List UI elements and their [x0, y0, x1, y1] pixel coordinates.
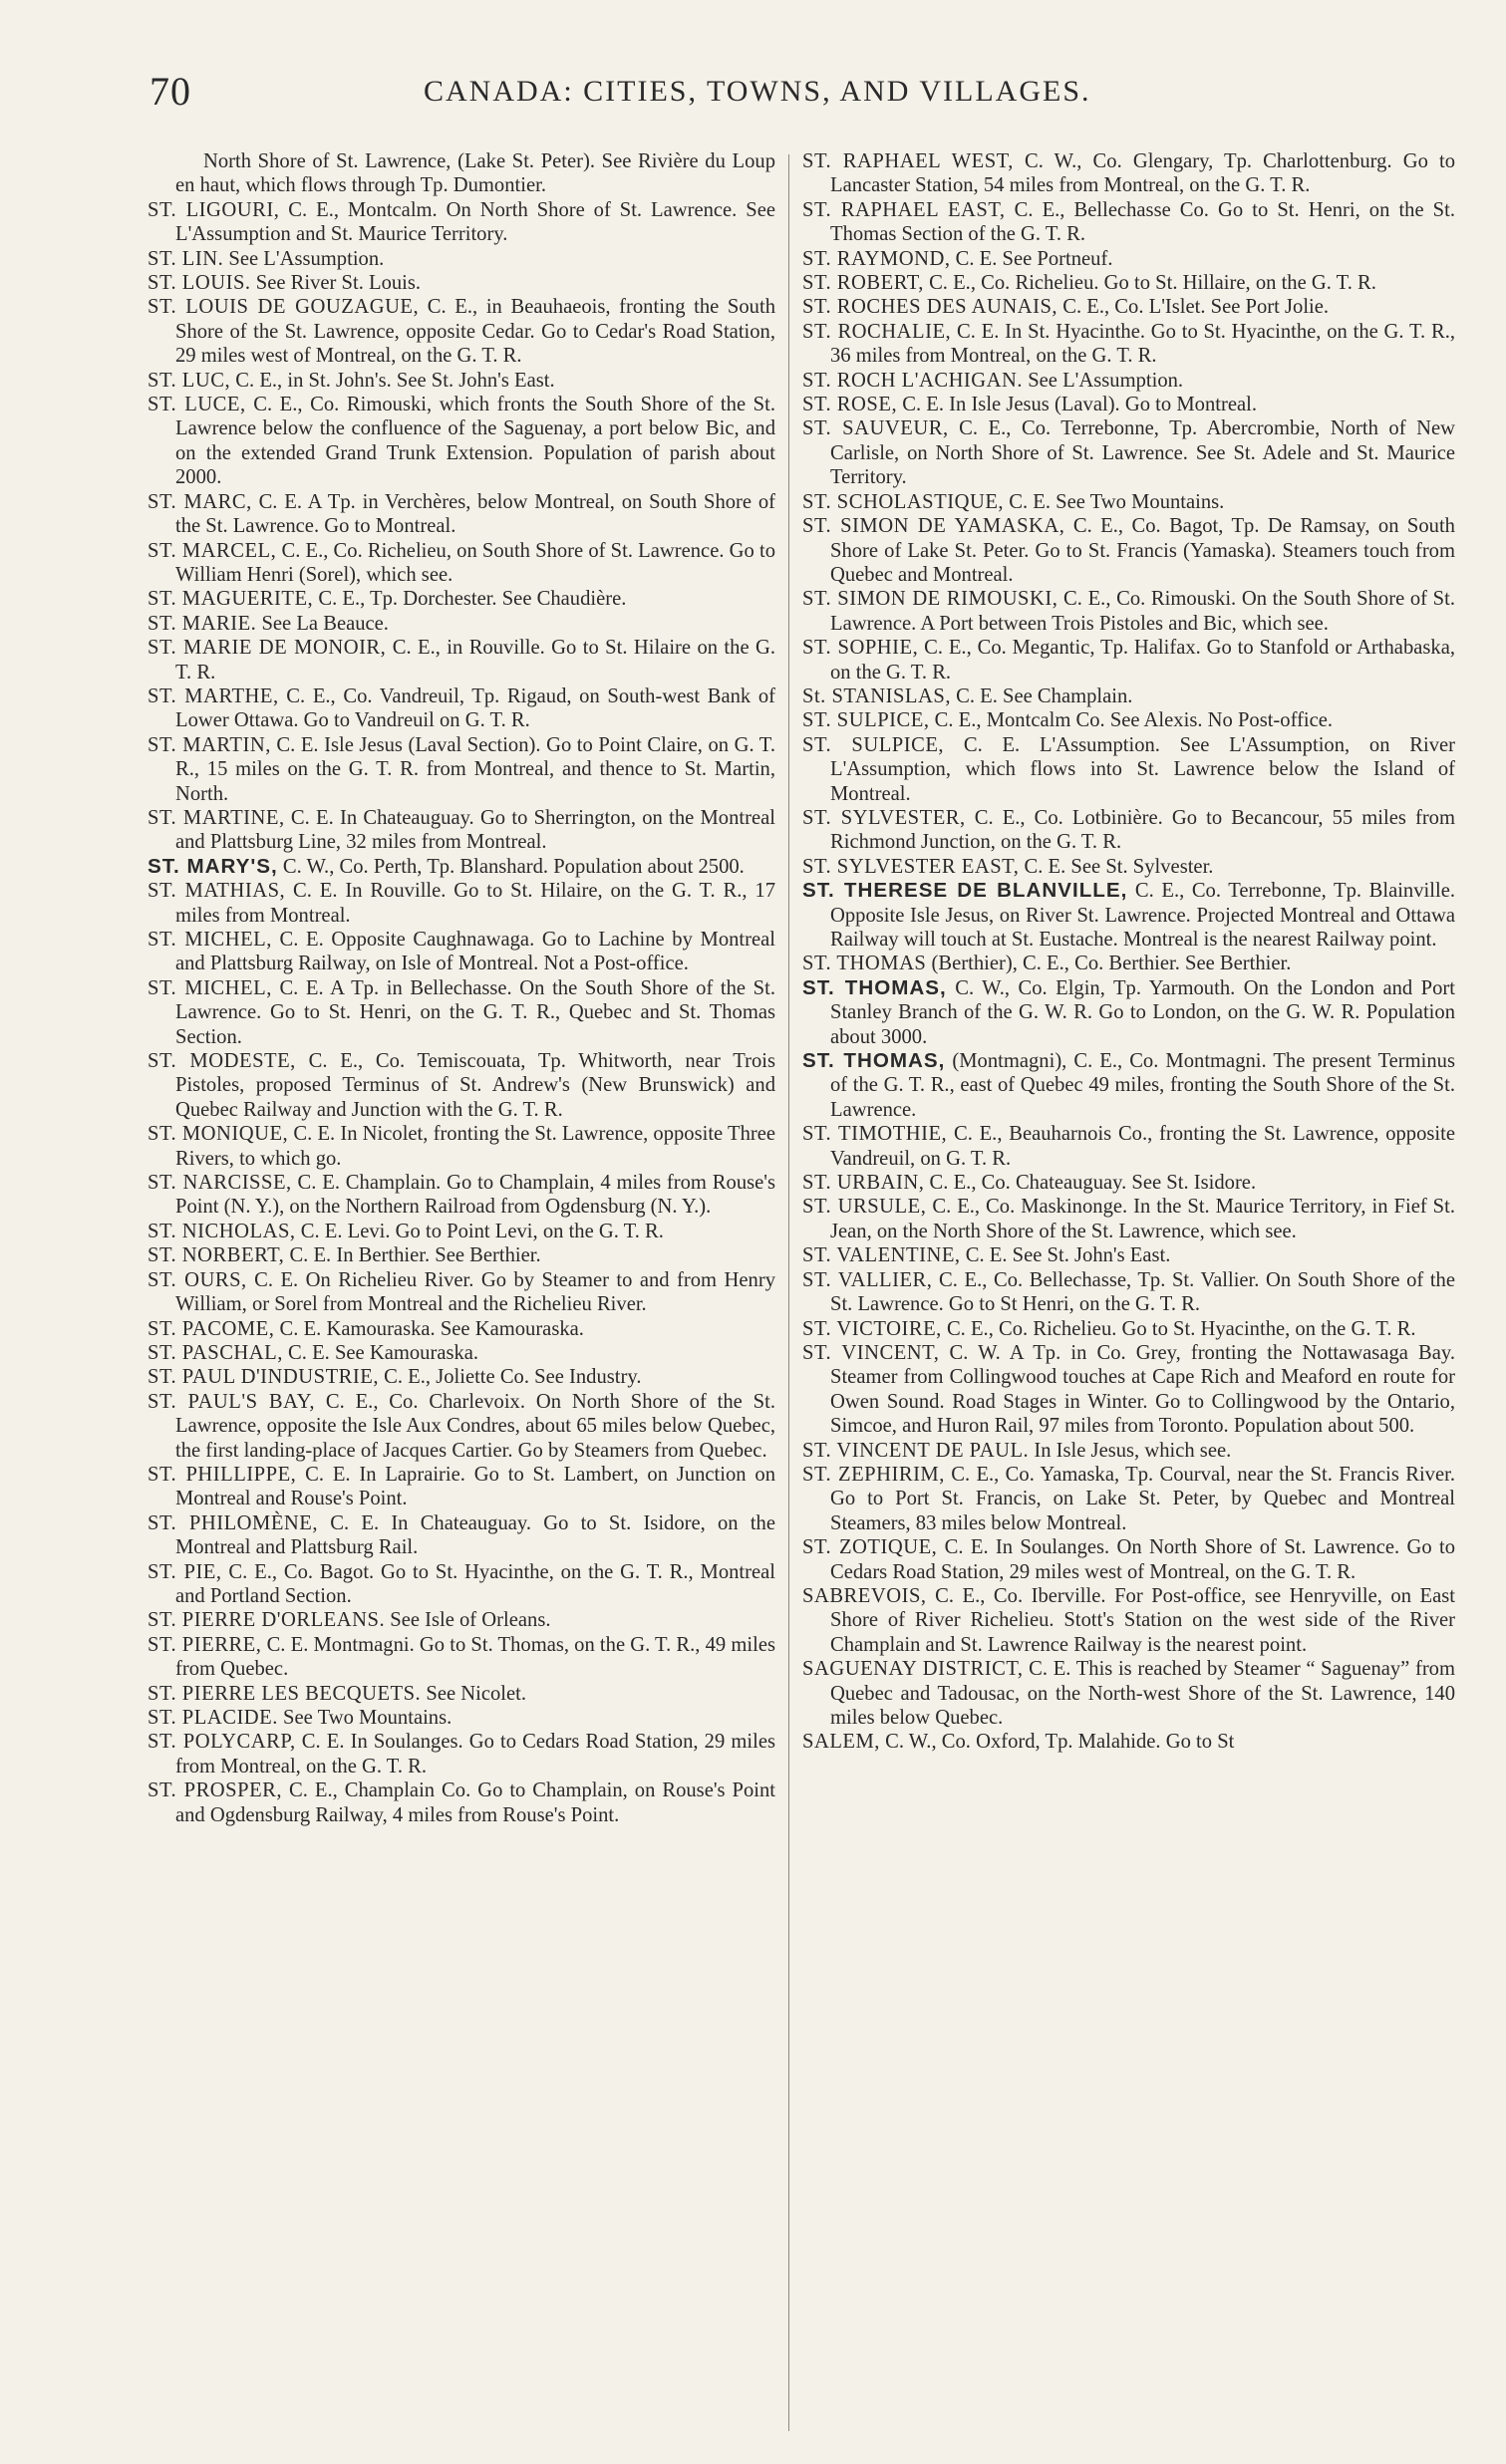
entry-description: C. E. Champlain. Go to Champlain, 4 miles from Rouse's Point (N. Y.), on the Northern Railroad from Ogdensburg (N. Y.). [175, 1172, 775, 1219]
entry-description: C. W., Co. Glengary, Tp. Charlottenburg. Go to Lancaster Station, 54 miles from Montreal, on the G. T. R. [830, 150, 1455, 197]
entry-place-name: ST. MARCEL, [148, 539, 277, 562]
gazetteer-entry [148, 271, 775, 295]
entry-description: C. E., Co. Terrebonne, Tp. Abercrombie, North of New Carlisle, on North Shore of St. Lawrence. See St. Adele and St. Maurice Territory. [830, 417, 1455, 489]
entry-place-name: ST. PIERRE, [148, 1633, 262, 1656]
entry-description: C. E., Co. Rimouski. On the South Shore of St. Lawrence. A Port between Trois Pistoles and Bic, which see. [830, 588, 1455, 635]
entry-place-name: ST. MARTIN, [148, 733, 271, 756]
gazetteer-entry [802, 855, 1455, 879]
gazetteer-entry [148, 1463, 775, 1511]
entry-place-name: ST. SCHOLASTIQUE, [802, 490, 1005, 513]
entry-place-name: ST. SIMON DE YAMASKA, [802, 515, 1065, 538]
entry-place-name: ST. ZOTIQUE, [802, 1536, 938, 1559]
gazetteer-entry [802, 1341, 1455, 1439]
gazetteer-entry [148, 1365, 775, 1389]
entry-description: C. E., Co. Richelieu. Go to St. Hyacinthe, on the G. T. R. [941, 1317, 1416, 1340]
page-header [150, 62, 1385, 122]
entry-description: C. E. A Tp. in Bellechasse. On the South Shore of the St. Lawrence. Go to St. Henri, on the G. T. R., Quebec and St. Thomas Section. [175, 976, 775, 1048]
entry-description: C. E. In Rouville. Go to St. Hilaire, on the G. T. R., 17 miles from Montreal. [175, 880, 775, 927]
page-number: 70 [150, 69, 191, 114]
entry-place-name: ST. THOMAS [802, 953, 927, 975]
entry-place-name: ST. TIMOTHIE, [802, 1123, 948, 1146]
entry-place-name: ST. VINCENT, [802, 1341, 940, 1364]
gazetteer-entry [148, 1049, 775, 1122]
gazetteer-entry [802, 247, 1455, 271]
entry-place-name: ST. PIERRE LES BECQUETS. [148, 1682, 422, 1705]
entry-description: See Isle of Orleans. [385, 1609, 551, 1632]
entry-description: C. E. In Soulanges. Go to Cedars Road Station, 29 miles from Montreal, on the G. T. R. [175, 1731, 775, 1778]
entry-description: C. E., Co. L'Islet. See Port Jolie. [1057, 296, 1330, 319]
entry-description: See La Beauce. [256, 612, 389, 635]
gazetteer-entry [802, 1171, 1455, 1195]
gazetteer-entry [148, 1341, 775, 1365]
gazetteer-entry [802, 1317, 1455, 1341]
entry-description: See Nicolet. [421, 1682, 527, 1705]
entry-description: C. E., Co. Richelieu. Go to St. Hillaire, on the G. T. R. [923, 272, 1376, 295]
gazetteer-entry [802, 320, 1455, 369]
entry-description: C. E., Joliette Co. See Industry. [378, 1366, 642, 1389]
entry-description: C. E. Kamouraska. See Kamouraska. [274, 1317, 584, 1340]
entry-place-name: ST. SYLVESTER, [802, 806, 966, 829]
gazetteer-entry [148, 733, 775, 806]
entry-description: C. E. This is reached by Steamer “ Saguenay” from Quebec and Tadousac, on the North-west Shore of the St. Lawrence, 140 miles below Quebec. [830, 1658, 1455, 1729]
entry-place-name: ST. URSULE, [802, 1196, 927, 1219]
entry-description: C. E. In Berthier. See Berthier. [284, 1244, 541, 1267]
entry-description: C. E., in Rouville. Go to St. Hilaire on the G. T. R. [175, 637, 775, 684]
entry-description: C. E. Isle Jesus (Laval Section). Go to Point Claire, on G. T. R., 15 miles on the G. T. R. from Montreal, and thence to St. Martin, North. [175, 733, 775, 805]
entry-place-name: ST. PACOME, [148, 1317, 275, 1340]
column-divider [788, 154, 789, 2431]
gazetteer-entry [148, 149, 775, 198]
gazetteer-entry [802, 1657, 1455, 1730]
gazetteer-entry [148, 490, 775, 539]
entry-description: C. E., Bellechasse Co. Go to St. Henri, on the St. Thomas Section of the G. T. R. [830, 198, 1455, 246]
gazetteer-entry [802, 1730, 1455, 1754]
entry-place-name: ST. THERESE DE BLANVILLE, [802, 879, 1128, 903]
entry-description: (Montmagni), C. E., Co. Montmagni. The present Terminus of the G. T. R., east of Quebec 49 miles, fronting the South Shore of the St. Lawrence. [830, 1050, 1455, 1121]
entry-place-name: ST. OURS, [148, 1268, 247, 1291]
entry-place-name: ST. NORBERT, [148, 1244, 285, 1267]
gazetteer-entry [802, 587, 1455, 636]
entry-description: C. E., Co. Rimouski, which fronts the South Shore of the St. Lawrence below the confluence of the Saguenay, a port below Bic, and on the extended Grand Trunk Extension. Population of parish about 2000. [175, 394, 775, 489]
entry-description: C. E., Co. Temiscouata, Tp. Whitworth, near Trois Pistoles, proposed Terminus of St. Andrew's (New Brunswick) and Quebec Railway and Junction with the G. T. R. [175, 1050, 775, 1121]
entry-place-name: St. STANISLAS, [802, 684, 951, 707]
gazetteer-entry [802, 708, 1455, 732]
entry-description: C. E. On Richelieu River. Go by Steamer to and from Henry William, or Sorel from Montreal and the Richelieu River. [175, 1268, 775, 1316]
entry-description: C. E., Tp. Dorchester. See Chaudière. [313, 588, 627, 611]
entry-description: C. E., Montcalm. On North Shore of St. Lawrence. See L'Assumption and St. Maurice Territory. [175, 198, 775, 246]
gazetteer-entry [802, 198, 1455, 247]
entry-place-name: ST. MATHIAS, [148, 880, 286, 903]
gazetteer-entry [802, 684, 1455, 708]
entry-description: See L'Assumption. [1023, 369, 1184, 392]
gazetteer-entry [148, 247, 775, 271]
gazetteer-entry [802, 733, 1455, 806]
entry-description: C. E., Co. Megantic, Tp. Halifax. Go to Stanfold or Arthabaska, on the G. T. R. [830, 637, 1455, 684]
right-column [802, 149, 1455, 2441]
gazetteer-entry [802, 514, 1455, 587]
entry-description: C. E., Co. Bagot. Go to St. Hyacinthe, on the G. T. R., Montreal and Portland Section. [175, 1560, 775, 1607]
gazetteer-entry [148, 1633, 775, 1682]
gazetteer-entry [148, 393, 775, 490]
entry-place-name: ST. PHILLIPPE, [148, 1463, 297, 1486]
entry-description: C. E. L'Assumption. See L'Assumption, on River L'Assumption, which flows into St. Lawrence below the Island of Montreal. [830, 733, 1455, 805]
gazetteer-entry [802, 1268, 1455, 1317]
entry-description: C. E., Co. Richelieu, on South Shore of St. Lawrence. Go to William Henri (Sorel), which see. [175, 539, 775, 586]
entry-description: C. E., Co. Bagot, Tp. De Ramsay, on South Shore of Lake St. Peter. Go to St. Francis (Yamaska). Steamers touch from Quebec and Montreal. [830, 515, 1455, 586]
entry-description: C. E., Co. Bellechasse, Tp. St. Vallier. On South Shore of the St. Lawrence. Go to St Henri, on the G. T. R. [830, 1268, 1455, 1316]
gazetteer-entry [802, 149, 1455, 198]
entry-place-name: ST. ROSE, [802, 394, 898, 416]
left-column [148, 149, 775, 2441]
gazetteer-entry [802, 490, 1455, 514]
gazetteer-entry [148, 928, 775, 976]
gazetteer-entry [802, 1584, 1455, 1657]
entry-description: C. W., Co. Elgin, Tp. Yarmouth. On the London and Port Stanley Branch of the G. W. R. Go to London, on the G. W. R. Population about 3000. [830, 976, 1455, 1048]
entry-place-name: ST. MARC, [148, 490, 252, 513]
gazetteer-entry [148, 1608, 775, 1632]
gazetteer-entry [148, 1220, 775, 1243]
entry-place-name: ST. SULPICE, [802, 709, 930, 732]
entry-description: C. E. Levi. Go to Point Levi, on the G. T. R. [295, 1220, 664, 1242]
entry-description: C. E., Co. Lotbinière. Go to Becancour, 55 miles from Richmond Junction, on the G. T. R. [830, 806, 1455, 854]
entry-place-name: ST. MARIE DE MONOIR, [148, 637, 387, 660]
entry-place-name: ST. LOUIS DE GOUZAGUE, [148, 296, 420, 319]
entry-description: C. E. Opposite Caughnawaga. Go to Lachine by Montreal and Plattsburg Railway, on Isle of Montreal. Not a Post-office. [175, 929, 775, 975]
gazetteer-entry [802, 1535, 1455, 1584]
entry-place-name: ST. NARCISSE, [148, 1172, 292, 1195]
gazetteer-entry [802, 271, 1455, 295]
entry-place-name: ST. URBAIN, [802, 1172, 925, 1195]
entry-place-name: ST. LUC, [148, 369, 231, 392]
entry-description: C. E. In Chateauguay. Go to Sherrington, on the Montreal and Plattsburg Line, 32 miles from Montreal. [175, 806, 775, 854]
entry-place-name: ST. MICHEL, [148, 929, 272, 951]
entry-description: C. E. See St. Sylvester. [1019, 855, 1214, 878]
gazetteer-entry [148, 1268, 775, 1317]
entry-description: C. E., Co. Chateauguay. See St. Isidore. [924, 1172, 1257, 1195]
entry-description: C. E., Montcalm Co. See Alexis. No Post-office. [929, 709, 1334, 732]
running-head: CANADA: CITIES, TOWNS, AND VILLAGES. [424, 75, 1091, 108]
entry-description: C. E., in St. John's. See St. John's East. [230, 369, 555, 392]
gazetteer-entry [148, 1317, 775, 1341]
entry-place-name: ST. VALLIER, [802, 1268, 933, 1291]
entry-place-name: ST. PROSPER, [148, 1780, 283, 1802]
gazetteer-entry [148, 636, 775, 684]
entry-place-name: ST. SYLVESTER EAST, [802, 855, 1020, 878]
entry-place-name: ST. PIE, [148, 1560, 222, 1583]
gazetteer-entry [148, 587, 775, 611]
entry-place-name: ST. RAYMOND, [802, 247, 951, 270]
gazetteer-entry [802, 369, 1455, 393]
entry-place-name: ST. ROCHES DES AUNAIS, [802, 296, 1058, 319]
gazetteer-entry [148, 806, 775, 855]
entry-place-name: ST. THOMAS, [802, 975, 947, 999]
entry-description: In Isle Jesus, which see. [1029, 1439, 1232, 1462]
gazetteer-entry [148, 1243, 775, 1267]
entry-description: C. E., in Beauhaeois, fronting the South Shore of the St. Lawrence, opposite Cedar. Go to Cedar's Road Station, 29 miles west of Montreal, on the G. T. R. [175, 296, 775, 368]
entry-place-name: ST. MODESTE, [148, 1050, 296, 1073]
gazetteer-entry [148, 1682, 775, 1706]
gazetteer-entry [148, 612, 775, 636]
gazetteer-entry [802, 976, 1455, 1049]
entry-place-name: ST. SOPHIE, [802, 637, 919, 660]
gazetteer-entry [802, 1463, 1455, 1535]
entry-place-name: SAGUENAY DISTRICT, [802, 1658, 1024, 1681]
entry-description: See River St. Louis. [250, 272, 422, 295]
entry-description: See L'Assumption. [223, 247, 385, 270]
entry-description: (Berthier), C. E., Co. Berthier. See Berthier. [926, 953, 1292, 975]
entry-place-name: ST. ROCHALIE, [802, 320, 952, 343]
entry-description: C. E. In Laprairie. Go to St. Lambert, on Junction on Montreal and Rouse's Point. [175, 1463, 775, 1510]
entry-place-name: ST. POLYCARP, [148, 1731, 296, 1754]
gazetteer-entry [802, 1439, 1455, 1463]
gazetteer-entry [148, 1560, 775, 1609]
entry-description: C. E. In Isle Jesus (Laval). Go to Montreal. [897, 394, 1257, 416]
entry-place-name: ST. MARTHE, [148, 684, 279, 707]
entry-description: C. E., Co. Maskinonge. In the St. Maurice Territory, in Fief St. Jean, on the North Shore of the St. Lawrence, which see. [830, 1196, 1455, 1242]
gazetteer-entry [148, 976, 775, 1049]
entry-place-name: ST. PAUL'S BAY, [148, 1390, 315, 1413]
entry-description: C. E., Co. Yamaska, Tp. Courval, near the St. Francis River. Go to Port St. Francis, on Lake St. Peter, by Quebec and Montreal Steamers, 83 miles below Montreal. [830, 1463, 1455, 1534]
entry-description: C. E., Co. Iberville. For Post-office, see Henryville, on East Shore of River Richelieu. Stott's Station on the west side of the River Champlain and St. Lawrence Railway is the nearest point. [830, 1584, 1455, 1656]
gazetteer-entry [148, 1706, 775, 1730]
entry-place-name: ST. VALENTINE, [802, 1244, 961, 1267]
gazetteer-entry [802, 952, 1455, 975]
gazetteer-entry [148, 295, 775, 368]
entry-place-name: ST. VINCENT DE PAUL. [802, 1439, 1030, 1462]
entry-description: C. E., Co. Vandreuil, Tp. Rigaud, on South-west Bank of Lower Ottawa. Go to Vandreuil on G. T. R. [175, 684, 775, 732]
entry-place-name: ST. THOMAS, [802, 1049, 946, 1073]
entry-description: North Shore of St. Lawrence, (Lake St. Peter). See Rivière du Loup en haut, which flows through Tp. Dumontier. [175, 150, 775, 197]
gazetteer-entry [802, 393, 1455, 416]
entry-place-name: ST. LOUIS. [148, 272, 251, 295]
gazetteer-entry [802, 806, 1455, 855]
entry-place-name: ST. RAPHAEL WEST, [802, 150, 1014, 172]
entry-description: C. E. See Two Mountains. [1004, 490, 1225, 513]
gazetteer-entry [802, 1195, 1455, 1243]
gazetteer-entry [148, 855, 775, 879]
entry-description: C. E. See Kamouraska. [282, 1341, 479, 1364]
entry-place-name: ST. VICTOIRE, [802, 1317, 942, 1340]
gazetteer-entry [148, 198, 775, 247]
entry-place-name: ST. PHILOMÈNE, [148, 1511, 319, 1534]
gazetteer-entry [148, 539, 775, 588]
entry-place-name: ST. MARY'S, [148, 854, 278, 878]
entry-description: C. E. In Chateauguay. Go to St. Isidore, on the Montreal and Plattsburg Rail. [175, 1511, 775, 1559]
entry-place-name: ST. PASCHAL, [148, 1341, 283, 1364]
entry-description: C. E. Montmagni. Go to St. Thomas, on the G. T. R., 49 miles from Quebec. [175, 1633, 775, 1681]
gazetteer-entry [148, 1730, 775, 1779]
entry-place-name: SABREVOIS, [802, 1584, 927, 1607]
entry-place-name: ST. ROCH L'ACHIGAN. [802, 369, 1024, 392]
entry-place-name: ST. MARIE. [148, 612, 257, 635]
gazetteer-entry [148, 879, 775, 928]
gazetteer-entry [148, 1122, 775, 1171]
entry-place-name: ST. SAUVEUR, [802, 417, 949, 440]
entry-place-name: ST. LUCE, [148, 394, 246, 416]
gazetteer-entry [148, 1171, 775, 1220]
entry-place-name: ST. SIMON DE RIMOUSKI, [802, 588, 1058, 611]
entry-place-name: ST. RAPHAEL EAST, [802, 198, 1006, 221]
entry-description: C. E. See Champlain. [950, 684, 1133, 707]
entry-place-name: SALEM, [802, 1731, 880, 1754]
entry-place-name: ST. PAUL D'INDUSTRIE, [148, 1366, 379, 1389]
entry-description: C. E. See Portneuf. [950, 247, 1113, 270]
entry-place-name: ST. SULPICE, [802, 733, 945, 756]
entry-place-name: ST. MICHEL, [148, 976, 272, 999]
entry-place-name: ST. LIN. [148, 247, 224, 270]
entry-description: C. E. A Tp. in Verchères, below Montreal, on South Shore of the St. Lawrence. Go to Montreal. [175, 490, 775, 538]
gazetteer-entry [802, 1049, 1455, 1122]
entry-place-name: ST. ZEPHIRIM, [802, 1463, 945, 1486]
entry-description: C. W., Co. Perth, Tp. Blanshard. Population about 2500. [277, 855, 745, 878]
entry-place-name: ST. MAGUERITE, [148, 588, 314, 611]
entry-description: C. E. See St. John's East. [960, 1244, 1171, 1267]
entry-description: C. E., Co. Terrebonne, Tp. Blainville. Opposite Isle Jesus, on River St. Lawrence. Projected Montreal and Ottawa Railway will touch at St. Eustache. Montreal is the nearest Railway point. [830, 880, 1455, 951]
entry-description: C. W., Co. Oxford, Tp. Malahide. Go to St [879, 1731, 1235, 1754]
entry-place-name: ST. LIGOURI, [148, 198, 280, 221]
gazetteer-entry [148, 1779, 775, 1827]
entry-place-name: ST. ROBERT, [802, 272, 924, 295]
gazetteer-entry [802, 879, 1455, 952]
entry-description: See Two Mountains. [277, 1707, 452, 1729]
gazetteer-entry [148, 684, 775, 733]
entry-description: C. E., Beauharnois Co., fronting the St. Lawrence, opposite Vandreuil, on G. T. R. [830, 1123, 1455, 1170]
entry-description: C. E., Co. Charlevoix. On North Shore of the St. Lawrence, opposite the Isle Aux Condres, about 65 miles below Quebec, the first landing-place of Jacques Cartier. Go by Steamers from Quebec. [175, 1390, 775, 1462]
entry-description: C. W. A Tp. in Co. Grey, fronting the Nottawasaga Bay. Steamer from Collingwood touches at Cape Rich and Meaford en route for Owen Sound. Road Stages in Winter. Go to Collingwood by the Ontario, Simcoe, and Huron Rail, 97 miles from Toronto. Population about 500. [830, 1341, 1455, 1438]
entry-place-name: ST. NICHOLAS, [148, 1220, 296, 1242]
entry-description: C. E. In St. Hyacinthe. Go to St. Hyacinthe, on the G. T. R., 36 miles from Montreal, on the G. T. R. [830, 320, 1455, 368]
gazetteer-entry [148, 369, 775, 393]
entry-place-name: ST. MARTINE, [148, 806, 285, 829]
gazetteer-entry [802, 416, 1455, 489]
entry-place-name: ST. PLACIDE. [148, 1707, 278, 1729]
gazetteer-entry [802, 1243, 1455, 1267]
entry-description: C. E. In Nicolet, fronting the St. Lawrence, opposite Three Rivers, to which go. [175, 1123, 775, 1170]
entry-description: C. E., Champlain Co. Go to Champlain, on Rouse's Point and Ogdensburg Railway, 4 miles from Rouse's Point. [175, 1780, 775, 1826]
gazetteer-entry [802, 1122, 1455, 1171]
entry-place-name: ST. MONIQUE, [148, 1123, 289, 1146]
entry-place-name: ST. PIERRE D'ORLEANS. [148, 1609, 386, 1632]
gazetteer-entry [148, 1390, 775, 1463]
entry-description: C. E. In Soulanges. On North Shore of St. Lawrence. Go to Cedars Road Station, 29 miles west of Montreal, on the G. T. R. [830, 1536, 1455, 1583]
gazetteer-entry [802, 295, 1455, 319]
gazetteer-entry [148, 1511, 775, 1560]
gazetteer-entry [802, 636, 1455, 684]
